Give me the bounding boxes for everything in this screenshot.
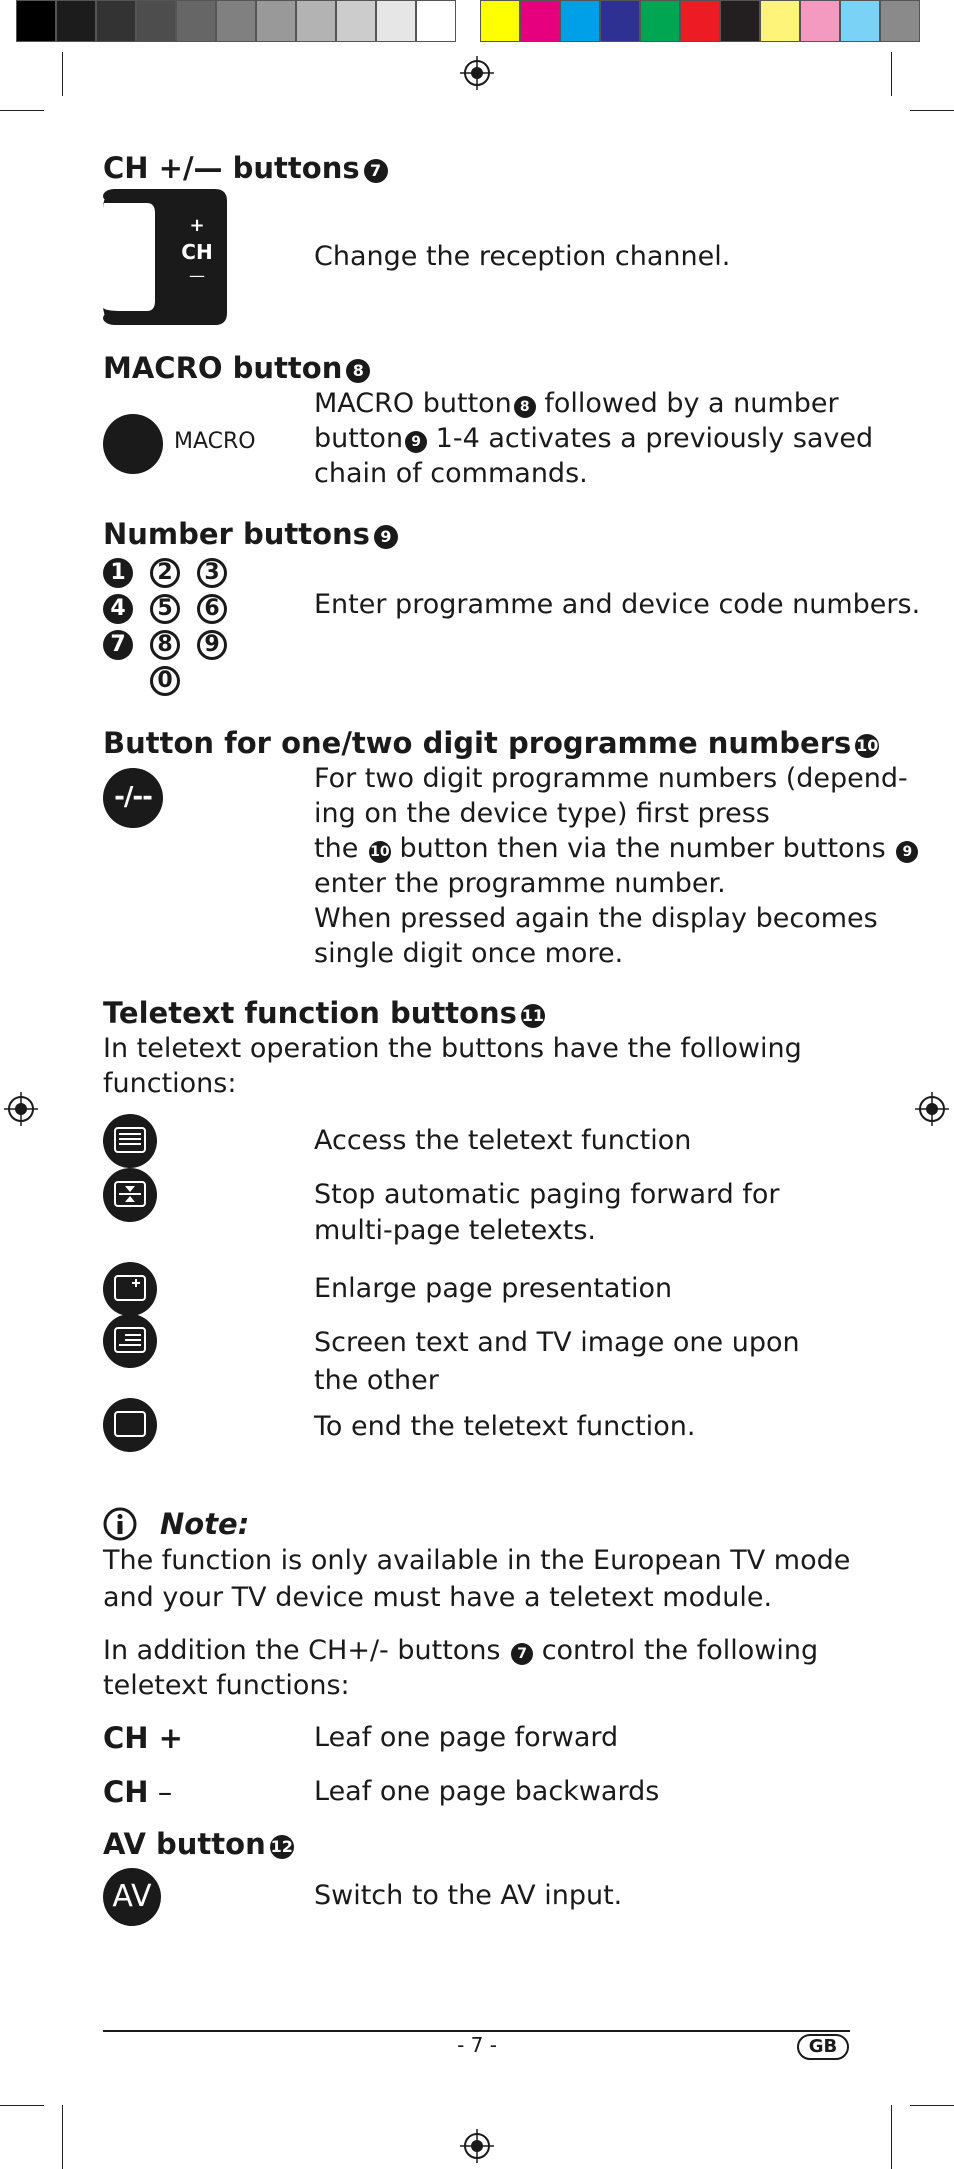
number-key-0[interactable]: 0 [150,666,180,696]
digit-line4: enter the programme number. [314,868,726,899]
color-swatch [480,0,520,42]
language-badge: GB [797,2034,849,2060]
color-swatch [256,0,296,42]
crop-mark [891,52,892,96]
note-para2-line2: teletext functions: [103,1670,350,1701]
color-swatch [96,0,136,42]
ch-buttons-heading: CH +/— buttons 7 [103,150,388,186]
color-swatch [416,0,456,42]
ref-badge: 12 [270,1835,294,1859]
digit-heading: Button for one/two digit programme numbers 10 [103,726,879,760]
page-number: - 7 - [457,2033,497,2057]
hold-icon [103,1168,157,1222]
number-key-7[interactable]: 7 [103,630,133,660]
ch-plus-label: + [189,215,205,236]
macro-desc-line3: chain of commands. [314,458,588,489]
note-line1: The function is only available in the European TV mode [103,1545,851,1576]
color-swatch [376,0,416,42]
ch-plus-desc: Leaf one page forward [314,1722,619,1753]
ch-minus-label: — [189,266,205,285]
hold-item-line2: multi-page teletexts. [314,1215,597,1246]
av-heading: AV button 12 [103,1827,293,1861]
macro-desc-line2: button 9 1-4 activates a previously saved [314,423,874,454]
enlarge-button[interactable] [103,1262,157,1316]
color-bar-gap [456,0,480,44]
teletext-item-line1: Access the teletext function [314,1125,692,1156]
macro-desc-line1: MACRO button 8 followed by a number [314,388,839,419]
number-key-2[interactable]: 2 [150,558,180,588]
teletext-intro-line1: In teletext operation the buttons have the following [103,1033,802,1064]
registration-mark-icon [460,56,494,90]
ch-minus-key: CH – [103,1775,173,1809]
color-swatch [640,0,680,42]
digit-toggle-button[interactable] [103,768,163,828]
registration-mark-icon [4,1092,38,1126]
crop-mark [910,2105,954,2106]
hold-button[interactable] [103,1168,157,1222]
color-calibration-bar [16,0,920,44]
teletext-icon [103,1114,157,1168]
crop-mark [62,2105,63,2169]
macro-button[interactable] [103,414,163,474]
ch-minus-desc: Leaf one page backwards [314,1776,660,1807]
digit-line3: the 10 button then via the number buttons 9 [314,831,918,866]
color-swatch [56,0,96,42]
crop-mark [910,110,954,111]
teletext-intro-line2: functions: [103,1068,237,1099]
teletext-button[interactable] [103,1114,157,1168]
ch-key-label: CH [181,240,213,264]
digit-line5: When pressed again the display becomes [314,903,878,934]
hold-item-line1: Stop automatic paging forward for [314,1179,780,1210]
mix-button[interactable] [103,1314,157,1368]
number-key-1[interactable]: 1 [103,558,133,588]
mix-item-line2: the other [314,1365,439,1396]
ch-description: Change the reception channel. [314,241,731,272]
color-swatch [296,0,336,42]
color-swatch [680,0,720,42]
ref-badge: 11 [521,1004,545,1028]
number-buttons-heading: Number buttons 9 [103,516,398,552]
color-swatch [136,0,176,42]
ch-plus-key: CH + [103,1721,183,1755]
enlarge-item-line1: Enlarge page presentation [314,1273,673,1304]
teletext-heading: Teletext function buttons 11 [103,996,545,1030]
macro-key-label: MACRO [174,429,256,454]
av-button[interactable] [103,1868,161,1926]
av-key-label: AV [112,1879,152,1914]
digit-line1: For two digit programme numbers (depend- [314,763,908,794]
registration-mark-icon [460,2129,494,2163]
color-swatch [600,0,640,42]
crop-mark [0,110,44,111]
color-swatch [880,0,920,42]
color-swatch [176,0,216,42]
color-swatch [760,0,800,42]
color-swatch [800,0,840,42]
ref-badge: 10 [855,734,879,758]
tv-button[interactable] [103,1398,157,1452]
registration-mark-icon [915,1092,949,1126]
color-swatch [840,0,880,42]
color-swatch [216,0,256,42]
color-swatch [336,0,376,42]
color-swatch [16,0,56,42]
macro-heading: MACRO button 8 [103,350,370,386]
number-description: Enter programme and device code numbers. [314,589,921,620]
digit-key-label: -/-- [114,782,152,812]
number-key-5[interactable]: 5 [150,594,180,624]
info-icon [102,1506,138,1542]
number-key-9[interactable]: 9 [197,630,227,660]
color-swatch [560,0,600,42]
mix-icon [103,1314,157,1368]
tv-icon [103,1398,157,1452]
tv-item-line1: To end the teletext function. [314,1411,696,1442]
mix-item-line1: Screen text and TV image one upon [314,1327,800,1358]
color-swatch [520,0,560,42]
note-line2: and your TV device must have a teletext module. [103,1582,773,1613]
color-swatch [720,0,760,42]
crop-mark [891,2105,892,2169]
av-description: Switch to the AV input. [314,1880,623,1911]
number-key-8[interactable]: 8 [150,630,180,660]
ref-badge: 8 [346,359,370,383]
enlarge-icon [103,1262,157,1316]
note-title: Note: [160,1507,250,1541]
ref-badge: 7 [364,159,388,183]
number-key-3[interactable]: 3 [197,558,227,588]
digit-line2: ing on the device type) first press [314,798,770,829]
crop-mark [0,2105,44,2106]
digit-line6: single digit once more. [314,938,624,969]
note-para2-line1: In addition the CH+/- buttons 7 control the following [103,1635,819,1666]
ref-badge: 9 [374,525,398,549]
crop-mark [62,52,63,96]
ch-rocker-button[interactable] [103,189,227,325]
number-key-6[interactable]: 6 [197,594,227,624]
number-key-4[interactable]: 4 [103,594,133,624]
